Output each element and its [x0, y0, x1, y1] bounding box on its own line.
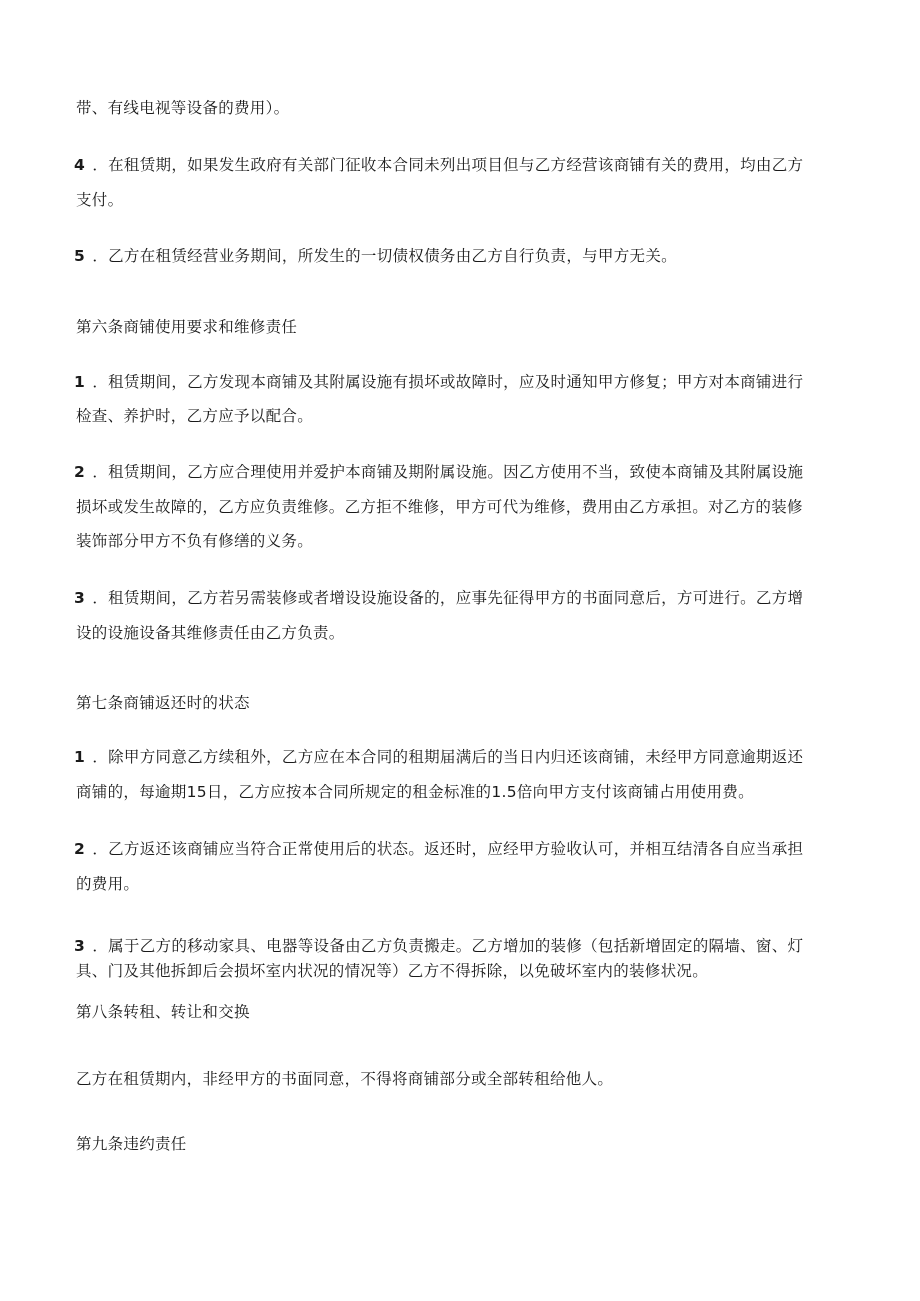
paragraph-line [74, 245, 677, 267]
line-text: 装饰部分甲方不负有修缮的义务。 [76, 532, 314, 550]
heading-text: 第八条转租、转让和交换 [76, 1003, 250, 1021]
paragraph-line [74, 461, 803, 483]
line-text: ．除甲方同意乙方续租外，乙方应在本合同的租期届满后的当日内归还该商铺，未经甲方同意逾期返还 [87, 748, 804, 766]
paragraph-line [74, 97, 289, 119]
section-heading [74, 1001, 250, 1023]
clause-number: 5 [74, 247, 86, 265]
clause-number: 3 [74, 937, 86, 955]
line-text: 检查、养护时，乙方应予以配合。 [76, 407, 314, 425]
paragraph-line [74, 622, 345, 644]
section-heading [74, 316, 297, 338]
line-text: 具、门及其他拆卸后会损坏室内状况的情况等）乙方不得拆除，以免破坏室内的装修状况。 [76, 962, 709, 980]
paragraph-line [74, 873, 139, 895]
paragraph-line [74, 371, 803, 393]
paragraph-line [74, 935, 803, 957]
paragraph-line [74, 746, 803, 768]
line-text: 支付。 [76, 191, 124, 209]
clause-number: 3 [74, 589, 86, 607]
line-text: 乙方在租赁期内，非经甲方的书面同意，不得将商铺部分或全部转租给他人。 [76, 1070, 614, 1088]
line-text: 带、有线电视等设备的费用）。 [76, 99, 290, 117]
line-text: 损坏或发生故障的，乙方应负责维修。乙方拒不维修，甲方可代为维修，费用由乙方承担。对乙方的装修 [76, 498, 803, 516]
line-text: ．租赁期间，乙方若另需装修或者增设设施设备的，应事先征得甲方的书面同意后，方可进行。乙方增 [87, 589, 804, 607]
line-text: ．在租赁期，如果发生政府有关部门征收本合同未列出项目但与乙方经营该商铺有关的费用，均由乙方 [87, 156, 804, 174]
line-text: 设的设施设备其维修责任由乙方负责。 [76, 624, 345, 642]
paragraph-line [74, 587, 803, 609]
line-text: ．租赁期间，乙方发现本商铺及其附属设施有损坏或故障时，应及时通知甲方修复；甲方对本商铺进行 [87, 373, 804, 391]
clause-number: 1 [74, 748, 86, 766]
heading-text: 第九条违约责任 [76, 1135, 187, 1153]
paragraph-line [74, 838, 803, 860]
line-text: ．乙方返还该商铺应当符合正常使用后的状态。返还时，应经甲方验收认可，并相互结清各自应当承担 [87, 840, 804, 858]
paragraph-line [74, 496, 803, 518]
line-text: ．乙方在租赁经营业务期间，所发生的一切债权债务由乙方自行负责，与甲方无关。 [87, 247, 677, 265]
section-heading [74, 692, 250, 714]
heading-text: 第六条商铺使用要求和维修责任 [76, 318, 298, 336]
section-heading [74, 1133, 187, 1155]
paragraph-line [74, 189, 123, 211]
clause-number: 4 [74, 156, 86, 174]
line-text: ．属于乙方的移动家具、电器等设备由乙方负责搬走。乙方增加的装修（包括新增固定的隔墙、窗、灯 [87, 937, 804, 955]
clause-number: 2 [74, 463, 86, 481]
clause-number: 1 [74, 373, 86, 391]
clause-number: 2 [74, 840, 86, 858]
paragraph-line [74, 530, 313, 552]
paragraph-line [74, 1068, 613, 1090]
paragraph-line [74, 405, 313, 427]
line-text: ．租赁期间，乙方应合理使用并爱护本商铺及期附属设施。因乙方使用不当，致使本商铺及其附属设施 [87, 463, 804, 481]
heading-text: 第七条商铺返还时的状态 [76, 694, 250, 712]
paragraph-line [74, 154, 803, 176]
paragraph-line [74, 781, 754, 803]
line-text: 商铺的，每逾期15日，乙方应按本合同所规定的租金标准的1.5倍向甲方支付该商铺占用使用费。 [76, 783, 754, 801]
paragraph-line [74, 960, 708, 982]
line-text: 的费用。 [76, 875, 140, 893]
